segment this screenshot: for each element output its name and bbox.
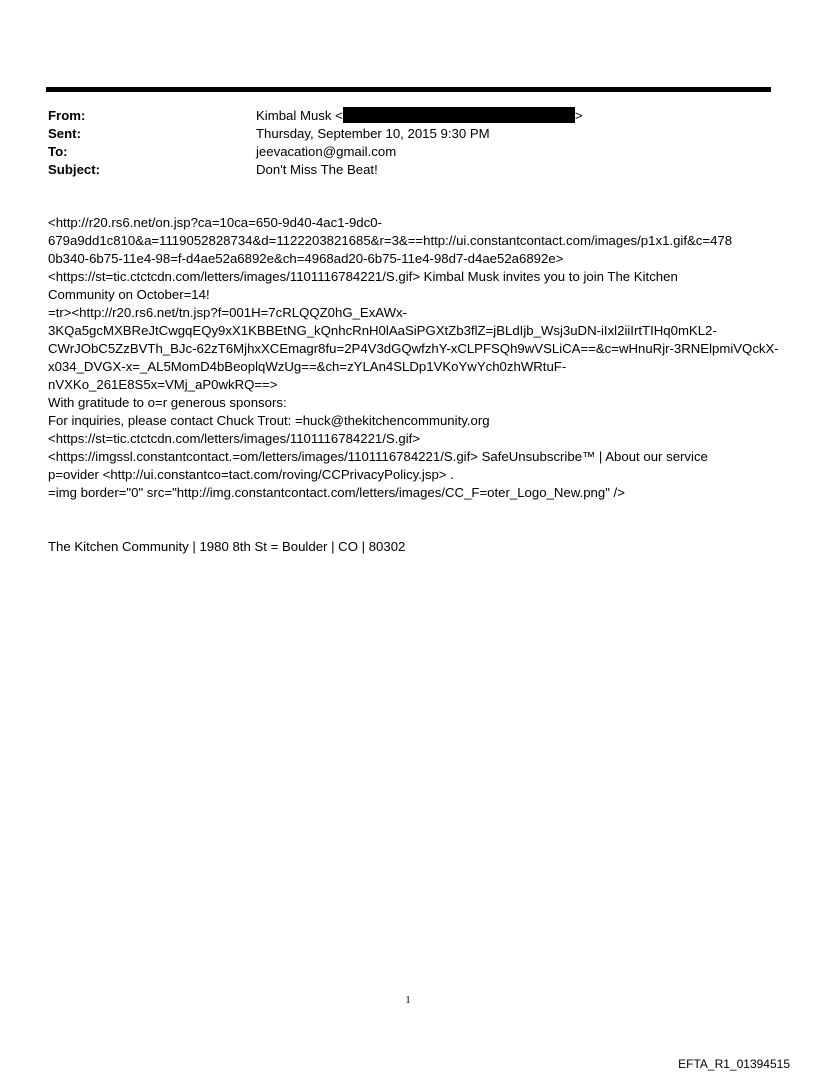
page-number: 1 <box>405 994 411 1006</box>
header-divider-rule <box>46 87 771 92</box>
body-line: <http://r20.rs6.net/on.jsp?ca=10ca=650-9d40-4ac1-9dc0- <box>48 215 382 230</box>
body-line: With gratitude to o=r generous sponsors: <box>48 395 287 410</box>
to-row <box>48 143 768 161</box>
email-body <box>48 214 779 502</box>
body-line: CWrJObC5ZzBVTh_BJc-62zT6MjhxXCEmagr8fu=2P4V3dGQwfzhY-xCLPFSQh9wVSLiCA==&c=wHnuRjr-3RNElpmiVQckX- <box>48 341 779 356</box>
sent-value: Thursday, September 10, 2015 9:30 PM <box>256 126 490 141</box>
redaction-box <box>343 107 575 123</box>
sent-row <box>48 125 768 143</box>
sent-label: Sent: <box>48 126 81 141</box>
to-label: To: <box>48 144 68 159</box>
from-bracket-close: > <box>574 108 583 123</box>
from-row <box>48 107 768 125</box>
body-line: 3KQa5gcMXBReJtCwgqEQy9xX1KBBEtNG_kQnhcRnH0lAaSiPGXtZb3flZ=jBLdIjb_Wsj3uDN-iIxl2iiIrtTIHq0mKL2- <box>48 323 717 338</box>
from-name: Kimbal Musk < <box>256 108 343 123</box>
body-line: p=ovider <http://ui.constantco=tact.com/roving/CCPrivacyPolicy.jsp> . <box>48 467 454 482</box>
body-line: nVXKo_261E8S5x=VMj_aP0wkRQ==> <box>48 377 278 392</box>
body-line: =img border="0" src="http://img.constantcontact.com/letters/images/CC_F=oter_Logo_New.png" /> <box>48 485 625 500</box>
subject-row <box>48 161 768 179</box>
body-line: x034_DVGX-x=_AL5MomD4bBeoplqWzUg==&ch=zYLAn4SLDp1VKoYwYch0zhWRtuF- <box>48 359 567 374</box>
from-value <box>256 107 768 125</box>
subject-value: Don't Miss The Beat! <box>256 162 378 177</box>
email-header <box>48 107 768 179</box>
body-line: Community on October=14! <box>48 287 210 302</box>
body-line: <https://imgssl.constantcontact.=om/letters/images/1101116784221/S.gif> SafeUnsubscribe™ | About our service <box>48 449 708 464</box>
body-line: 679a9dd1c810&a=1119052828734&d=1122203821685&r=3&==http://ui.constantcontact.com/images/p1x1.gif&c=478 <box>48 233 733 248</box>
body-line: For inquiries, please contact Chuck Trout: =huck@thekitchencommunity.org <box>48 413 490 428</box>
body-line: <https://st=tic.ctctcdn.com/letters/images/1101116784221/S.gif> <box>48 431 421 446</box>
from-label: From: <box>48 108 86 123</box>
footer-address: The Kitchen Community | 1980 8th St = Boulder | CO | 80302 <box>48 539 406 554</box>
body-line: <https://st=tic.ctctcdn.com/letters/images/1101116784221/S.gif> Kimbal Musk invites you to join The Kitchen <box>48 269 678 284</box>
body-line: =tr><http://r20.rs6.net/tn.jsp?f=001H=7cRLQQZ0hG_ExAWx- <box>48 305 408 320</box>
subject-label: Subject: <box>48 162 101 177</box>
bates-number: EFTA_R1_01394515 <box>678 1057 790 1071</box>
to-value: jeevacation@gmail.com <box>256 144 397 159</box>
body-line: 0b340-6b75-11e4-98=f-d4ae52a6892e&ch=4968ad20-6b75-11e4-98d7-d4ae52a6892e> <box>48 251 564 266</box>
